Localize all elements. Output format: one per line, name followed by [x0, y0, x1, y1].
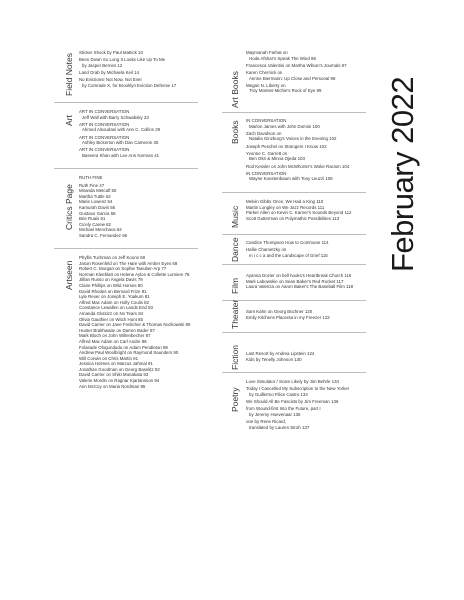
section-label-art: Art: [64, 115, 74, 126]
list-item[interactable]: Cicely Carew 62: [79, 221, 111, 227]
list-item[interactable]: Emily Kitchens Placenta in my Freezer 122: [246, 314, 330, 320]
list-item[interactable]: Jillian Russo on Angela Davis 79: [79, 277, 143, 283]
list-item[interactable]: Martin Longley on We Jazz Records 111: [246, 204, 325, 210]
list-item[interactable]: Sticker Shock by Paul Mattick 10: [79, 50, 143, 55]
list-item[interactable]: Mark Bloch on John Willenbecher 87: [79, 333, 151, 339]
section-label-fiction: Fiction: [230, 344, 240, 370]
theater-entries: [246, 309, 330, 320]
list-item[interactable]: Zach Davidson on Natalia Ginzburg's Voices in the Evening 102: [246, 130, 337, 142]
list-item[interactable]: Phyllis Tuchman on Jeff Koons 68: [79, 255, 146, 260]
list-item[interactable]: Norman Kleeblatt on Helene Aylon & Collette Lumiere 78: [79, 271, 190, 277]
list-item[interactable]: David Carrier on Jane Freilicher & Thomas Nozkowski 86: [79, 322, 191, 328]
list-item: RUTH FINE: [79, 175, 103, 180]
film-entries: [246, 273, 353, 290]
list-item[interactable]: Alfred Mac Adam on Holly Coulis 82: [79, 299, 150, 305]
list-item[interactable]: Sam Kahn on Georg Büchner 120: [246, 309, 313, 314]
books-entries: [246, 118, 349, 184]
divider: [222, 234, 366, 235]
list-item[interactable]: IN CONVERSATION Wayne Koestenbaum with Tony Leuzzi 106: [246, 170, 333, 182]
list-item[interactable]: Gustavo Garcia 58: [79, 210, 116, 216]
list-item[interactable]: Karen Chernick on Aenne Biermann: Up Close and Personal 98: [246, 69, 336, 81]
list-item[interactable]: Hallie Chametzky on m i c c a and the Landscape of Grief 115: [246, 247, 328, 258]
artseen-entries: [79, 255, 190, 389]
divider: [222, 332, 366, 333]
list-item[interactable]: one by Rene Ricard, translated by Lauren Stroh 137: [246, 418, 310, 430]
list-item[interactable]: Martha Tuttle 52: [79, 193, 111, 199]
list-item[interactable]: Brie Ruais 61: [79, 216, 106, 222]
list-item[interactable]: Valerie Mordin on Ragnar Kjartansson 94: [79, 378, 160, 384]
list-item[interactable]: ART IN CONVERSATION Jeff Wall with Barry Schwabsky 23: [79, 109, 149, 120]
list-item[interactable]: Francesca Valentini on Martha Wilson's Journals 97: [246, 62, 347, 68]
divider: [54, 168, 198, 169]
list-item[interactable]: Last Resort by Andrea Lipstein 124: [246, 351, 315, 356]
list-item[interactable]: Andrew Paul Woolbright on Raymond Saunders 90: [79, 350, 179, 356]
list-item[interactable]: Jason Rosenfeld on The Hare with Amber Eyes 68: [79, 260, 178, 266]
list-item[interactable]: ART IN CONVERSATION Ashley Bickerton with Dan Cameron 35: [79, 134, 159, 146]
divider: [222, 112, 366, 113]
critics-page-entries: [79, 175, 127, 239]
list-item[interactable]: Laura Valenza on Aaron Baker's The Baseball Film 118: [246, 284, 354, 290]
section-label-artseen: Artseen: [64, 260, 74, 290]
list-item[interactable]: Marie Lowenz 54: [79, 199, 113, 205]
list-item[interactable]: Mark Labowskie on Sean Baker's Red Rocket 117: [246, 278, 344, 284]
list-item[interactable]: Today I Cancelled My Subscription to the New Yorker by Guillermo Filice Castro 134: [246, 386, 350, 397]
list-item[interactable]: Alfred Mac Adam on Carl Andre 88: [79, 338, 147, 344]
list-item[interactable]: ART IN CONVERSATION Ahmed Alsoudani with Ann C. Collins 29: [79, 121, 161, 133]
list-item[interactable]: Megan N. Liberty on Troy Montes-Michie's Rock of Eye 99: [246, 82, 322, 94]
list-item[interactable]: Been Down So Long It Looks Like Up To Me by Jasper Bernes 12: [79, 57, 166, 68]
divider: [222, 300, 366, 301]
divider: [54, 102, 198, 103]
list-item[interactable]: Sandra C. Fernandez 66: [79, 232, 128, 238]
section-label-music: Music: [230, 205, 240, 228]
list-item[interactable]: IN CONVERSATION Marlon James with John Domini 100: [246, 118, 320, 129]
section-label-dance: Dance: [230, 237, 240, 262]
list-item[interactable]: Jessica Holmes on Marcus Jahmal 91: [79, 361, 153, 367]
list-item[interactable]: Ayanna Dozier on bell hooks's Heartbreak Church 116: [246, 273, 352, 278]
list-item[interactable]: Jonathan Goodman on Georg Baselitz 92: [79, 366, 160, 372]
art-books-entries: [246, 50, 347, 96]
list-item[interactable]: David Rhodes on Bernard Frize 81: [79, 288, 147, 294]
section-label-field-notes: Field Notes: [64, 53, 74, 96]
list-item[interactable]: Joseph Peschel on Strangers I Know 102: [246, 143, 327, 149]
list-item[interactable]: ART IN CONVERSATION Baseera Khan with Lee Ann Norman 41: [79, 147, 160, 158]
divider: [222, 264, 366, 265]
list-item[interactable]: Kamurah Davis 56: [79, 204, 116, 210]
list-item[interactable]: No Evictions! Not Now, Not Ever by Comrade X, for Brooklyn Eviction Defense 17: [79, 77, 177, 88]
dance-entries: [246, 240, 329, 260]
issue-month-title: February 2022: [385, 76, 420, 272]
list-item[interactable]: Scott Gutterman on Polymathic Possibilities 113: [246, 215, 340, 221]
list-item[interactable]: Olivia Gauthier on Witch Hunt 85: [79, 316, 143, 322]
poetry-entries: [246, 379, 349, 432]
section-label-theater: Theater: [230, 299, 240, 329]
list-item[interactable]: Amanda Glutsizz on No Tears 84: [79, 310, 144, 316]
list-item[interactable]: Ann McCoy on Maria Nordman 95: [79, 383, 146, 389]
section-label-books: Books: [230, 120, 240, 144]
list-item[interactable]: Constance Lewallen on Lands End 83: [79, 305, 153, 311]
list-item[interactable]: We Should All Be Fascists by Jim Freeman 136: [246, 398, 339, 404]
list-item[interactable]: Michael Menchaca 64: [79, 227, 122, 233]
divider: [54, 248, 198, 249]
divider: [222, 192, 366, 193]
list-item[interactable]: Candice Thompson How to Commune 114: [246, 240, 329, 245]
section-label-film: Film: [230, 277, 240, 294]
divider: [222, 372, 366, 373]
list-item[interactable]: Rod Kessler on John McWhorter's Woke Racism 104: [246, 163, 350, 169]
field-notes-entries: [79, 50, 176, 90]
list-item[interactable]: David Carrier on Shiki Munakata 93: [79, 372, 149, 378]
list-item[interactable]: Will Corwin on Chris Martin 91: [79, 355, 139, 361]
list-item[interactable]: Miranda Metcalf 50: [79, 188, 117, 194]
music-entries: [246, 199, 351, 221]
list-item[interactable]: Kids by Tenelly Johnson 130: [246, 356, 302, 362]
section-label-art-books: Art Books: [230, 71, 240, 108]
fiction-entries: [246, 351, 314, 362]
list-item[interactable]: from Wound-first Into the Future, part I by Jeremy Hoevenaar 136: [246, 406, 321, 417]
list-item[interactable]: Land Grab by Michaela Keil 14: [79, 69, 140, 75]
list-item[interactable]: Maymanah Farhat on Hoda Afshar's Speak The Wind 96: [246, 50, 316, 61]
list-item[interactable]: Folasade Ologundudu on Adam Pendleton 89: [79, 344, 168, 350]
list-item[interactable]: Robert C. Morgan on Sophie Taeuber-Arp 77: [79, 266, 167, 272]
list-item[interactable]: Parker Allen on Kevin C. Karner's Sounds Beyond 112: [246, 210, 352, 216]
list-item[interactable]: Melvin Gibbs Once, We Had a King 110: [246, 199, 324, 204]
section-label-poetry: Poetry: [230, 387, 240, 412]
list-item[interactable]: Claire Phillips on Wild Horses 80: [79, 282, 143, 288]
list-item[interactable]: Love Simulator / Scam Likely by Jim Behrle 134: [246, 379, 339, 384]
list-item[interactable]: Hunter Braithwaite on Darren Bader 87: [79, 327, 155, 333]
section-label-critics-page: Critics Page: [64, 184, 74, 230]
list-item[interactable]: Lyle Rexer on Joseph E. Yoakum 81: [79, 294, 150, 300]
list-item[interactable]: Yvonne C. Garrett on Ben Okri & Minna Ojeda 103: [246, 150, 305, 162]
list-item[interactable]: Ruth Fine 47: [79, 182, 105, 188]
art-entries: [79, 109, 160, 160]
